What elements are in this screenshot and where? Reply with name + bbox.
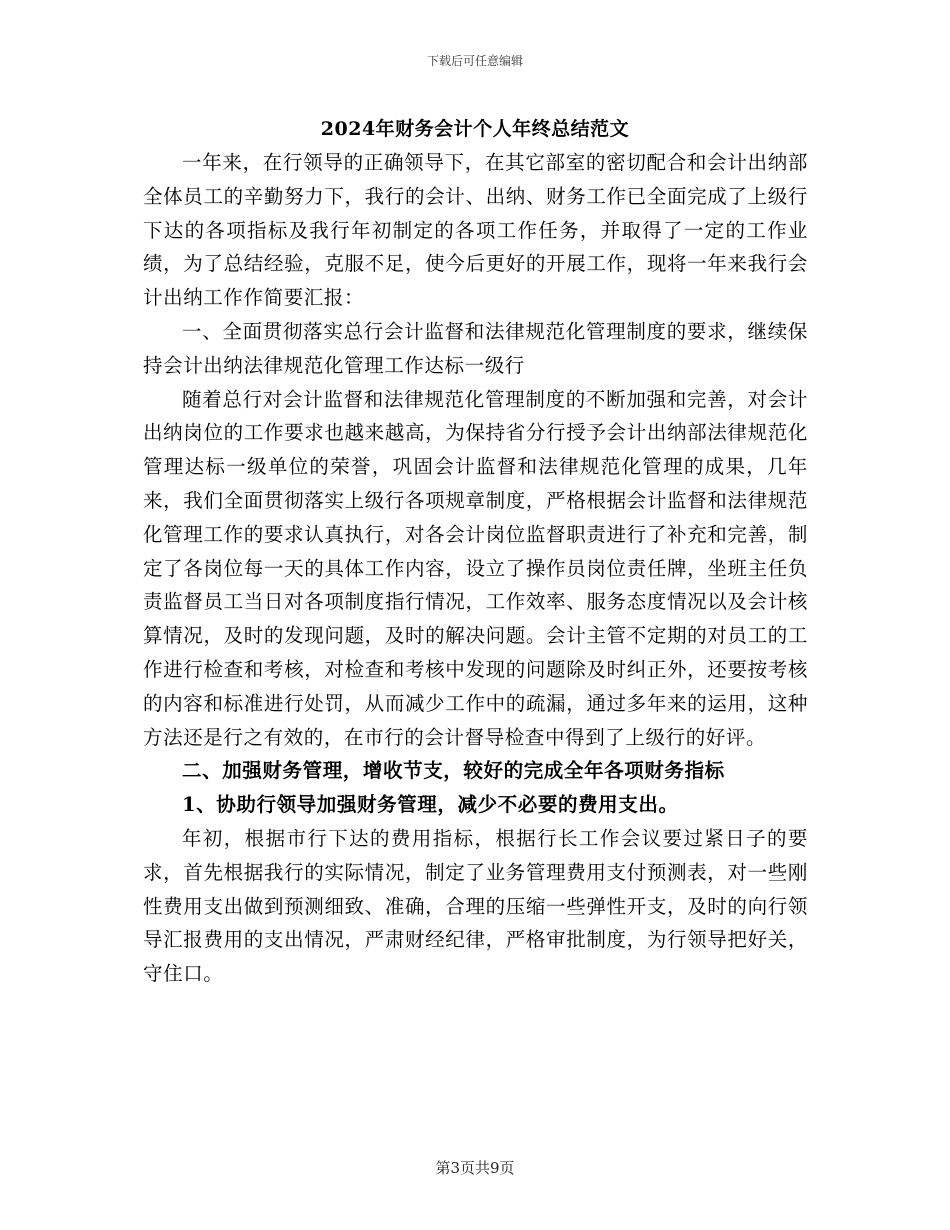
paragraph-section-1: 随着总行对会计监督和法律规范化管理制度的不断加强和完善，对会计出纳岗位的工作要求也越来越高，为保持省分行授予会计出纳部法律规范化管理达标一级单位的荣誉，巩固会计监督和法律规范化管理的成果，几年来，我们全面贯彻落实上级行各项规章制度，严格根据会计监督和法律规范化管理工作的要求认真执行，对各会计岗位监督职责进行了补充和完善，制定了各岗位每一天的具体工作内容，设立了操作员岗位责任牌，坐班主任负责监督员工当日对各项制度指行情况，工作效率、服务态度情况以及会计核算情况，及时的发现问题，及时的解决问题。会计主管不定期的对员工的工作进行检查和考核，对检查和考核中发现的问题除及时纠正外，还要按考核的内容和标准进行处罚，从而减少工作中的疏漏，通过多年来的运用，这种方法还是行之有效的，在市行的会计督导检查中得到了上级行的好评。 — [143, 387, 808, 749]
paragraph-subsection-2-1: 年初，根据市行下达的费用指标，根据行长工作会议要过紧日子的要求，首先根据我行的实际情况，制定了业务管理费用支付预测表，对一些刚性费用支出做到预测细致、准确，合理的压缩一些弹性开支，及时的向行领导汇报费用的支出情况，严肃财经纪律，严格审批制度，为行领导把好关，守住口。 — [143, 826, 808, 986]
paragraph-intro: 一年来，在行领导的正确领导下，在其它部室的密切配合和会计出纳部全体员工的辛勤努力下，我行的会计、出纳、财务工作已全面完成了上级行下达的各项指标及我行年初制定的各项工作任务，并取得了一定的工作业绩，为了总结经验，克服不足，使今后更好的开展工作，现将一年来我行会计出纳工作作简要汇报： — [143, 151, 808, 310]
document-title: 2024年财务会计个人年终总结范文 — [320, 118, 630, 140]
page-number-footer: 第3页共9页 — [435, 1159, 515, 1177]
subsection-heading-2-1: 1、协助行领导加强财务管理，减少不必要的费用支出。 — [182, 793, 679, 817]
section-heading-1: 一、全面贯彻落实总行会计监督和法律规范化管理制度的要求，继续保持会计出纳法律规范化管理工作达标一级行 — [143, 319, 808, 377]
document-body — [143, 146, 808, 991]
section-heading-2: 二、加强财务管理，增收节支，较好的完成全年各项财务指标 — [182, 759, 725, 783]
page-header-note: 下载后可任意编辑 — [426, 54, 523, 68]
